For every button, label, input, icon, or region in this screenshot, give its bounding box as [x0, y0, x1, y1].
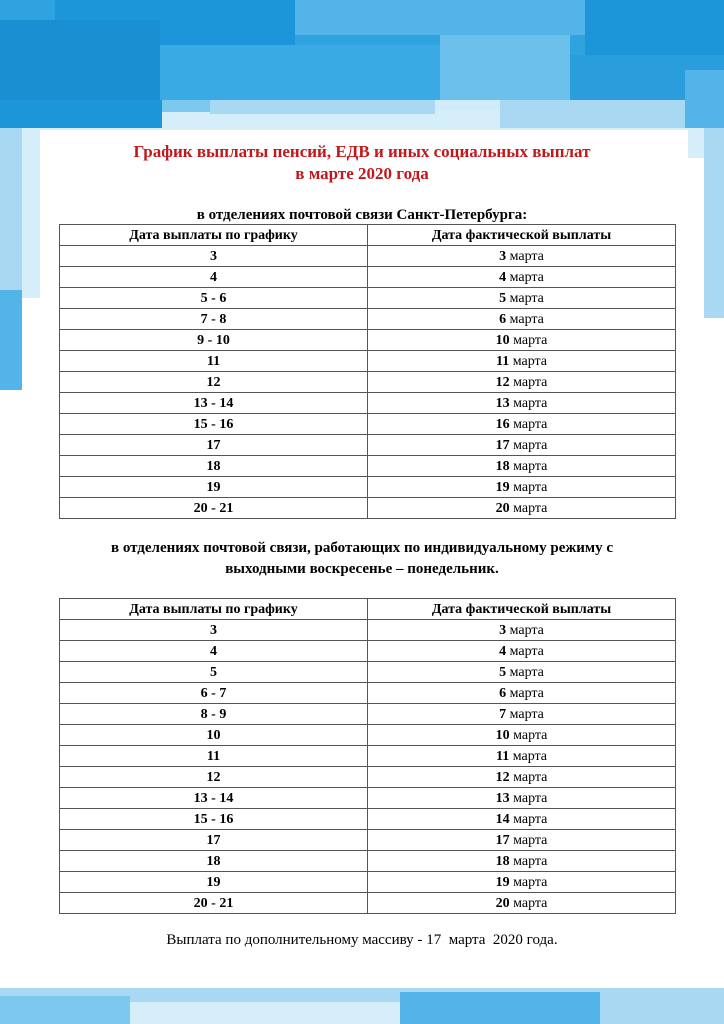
actual-month: марта	[513, 437, 548, 453]
table-row	[60, 746, 676, 767]
table-row	[60, 393, 676, 414]
actual-date-cell	[368, 351, 676, 372]
scheduled-date-cell: 17	[60, 435, 368, 456]
table-row	[60, 620, 676, 641]
table-row	[60, 851, 676, 872]
table-row	[60, 456, 676, 477]
actual-date-cell	[368, 620, 676, 641]
actual-date-cell	[368, 788, 676, 809]
scheduled-date-cell: 3	[60, 246, 368, 267]
actual-month: марта	[509, 290, 544, 306]
actual-month: марта	[513, 479, 548, 495]
title-line-2: в марте 2020 года	[295, 164, 429, 183]
scheduled-date-cell: 13 - 14	[60, 393, 368, 414]
actual-day: 20	[495, 895, 510, 911]
actual-day: 19	[495, 874, 510, 890]
section2-caption-line-1: в отделениях почтовой связи, работающих по индивидуальному режиму с	[110, 540, 614, 556]
actual-day: 4	[499, 643, 507, 659]
scheduled-date-cell: 6 - 7	[60, 683, 368, 704]
actual-month: марта	[509, 311, 544, 327]
actual-day: 12	[495, 769, 510, 785]
table-row	[60, 872, 676, 893]
scheduled-date-cell: 17	[60, 830, 368, 851]
scheduled-date-cell: 15 - 16	[60, 809, 368, 830]
table-row	[60, 641, 676, 662]
actual-day: 12	[495, 374, 510, 390]
actual-day: 10	[495, 332, 510, 348]
actual-day: 19	[495, 479, 510, 495]
scheduled-date-cell: 19	[60, 872, 368, 893]
actual-day: 11	[495, 748, 510, 764]
table-row	[60, 498, 676, 519]
actual-day: 20	[495, 500, 510, 516]
actual-month: марта	[513, 853, 548, 869]
actual-date-cell	[368, 393, 676, 414]
actual-date-cell	[368, 767, 676, 788]
scheduled-date-cell: 19	[60, 477, 368, 498]
actual-date-cell	[368, 372, 676, 393]
scheduled-date-cell: 18	[60, 851, 368, 872]
actual-month: марта	[513, 811, 548, 827]
column-header-actual: Дата фактической выплаты	[368, 599, 676, 620]
actual-date-cell	[368, 498, 676, 519]
table-header-row	[60, 599, 676, 620]
actual-date-cell	[368, 309, 676, 330]
actual-day: 16	[495, 416, 510, 432]
actual-date-cell	[368, 809, 676, 830]
page-title	[0, 141, 724, 185]
actual-month: марта	[513, 895, 548, 911]
actual-day: 18	[495, 458, 510, 474]
actual-month: марта	[513, 832, 548, 848]
actual-day: 14	[495, 811, 510, 827]
actual-month: марта	[513, 769, 548, 785]
schedule-table-individual-body	[60, 620, 676, 914]
actual-date-cell	[368, 872, 676, 893]
actual-date-cell	[368, 477, 676, 498]
actual-day: 6	[499, 311, 507, 327]
column-header-actual: Дата фактической выплаты	[368, 225, 676, 246]
actual-date-cell	[368, 435, 676, 456]
schedule-table-spb	[59, 224, 676, 519]
scheduled-date-cell: 12	[60, 767, 368, 788]
actual-month: марта	[513, 395, 548, 411]
actual-date-cell	[368, 746, 676, 767]
section1-caption: в отделениях почтовой связи Санкт-Петербурга:	[196, 207, 528, 223]
actual-day: 18	[495, 853, 510, 869]
scheduled-date-cell: 11	[60, 351, 368, 372]
actual-month: марта	[513, 458, 548, 474]
actual-date-cell	[368, 683, 676, 704]
table-row	[60, 809, 676, 830]
scheduled-date-cell: 4	[60, 267, 368, 288]
actual-day: 13	[495, 395, 510, 411]
schedule-table-individual	[59, 598, 676, 914]
actual-day: 11	[495, 353, 510, 369]
actual-date-cell	[368, 267, 676, 288]
table-row	[60, 372, 676, 393]
table-header-row	[60, 225, 676, 246]
actual-day: 17	[495, 437, 510, 453]
footer-day: 17	[426, 932, 442, 948]
actual-date-cell	[368, 456, 676, 477]
scheduled-date-cell: 5 - 6	[60, 288, 368, 309]
actual-date-cell	[368, 851, 676, 872]
scheduled-date-cell: 13 - 14	[60, 788, 368, 809]
actual-date-cell	[368, 830, 676, 851]
actual-date-cell	[368, 330, 676, 351]
actual-month: марта	[513, 332, 548, 348]
table-row	[60, 351, 676, 372]
actual-date-cell	[368, 414, 676, 435]
section2-caption	[0, 538, 724, 580]
table-row	[60, 788, 676, 809]
table-row	[60, 725, 676, 746]
footer-prefix: Выплата по дополнительному массиву -	[166, 932, 427, 948]
scheduled-date-cell: 8 - 9	[60, 704, 368, 725]
actual-day: 6	[499, 685, 507, 701]
scheduled-date-cell: 4	[60, 641, 368, 662]
footer-rest: марта 2020 года.	[441, 932, 558, 948]
table-row	[60, 704, 676, 725]
actual-day: 10	[495, 727, 510, 743]
table-row	[60, 662, 676, 683]
actual-day: 5	[499, 290, 507, 306]
scheduled-date-cell: 7 - 8	[60, 309, 368, 330]
scheduled-date-cell: 18	[60, 456, 368, 477]
actual-day: 17	[495, 832, 510, 848]
actual-month: марта	[513, 500, 548, 516]
section2-caption-line-2: выходными воскресенье – понедельник.	[225, 561, 499, 577]
actual-month: марта	[513, 874, 548, 890]
actual-date-cell	[368, 246, 676, 267]
actual-day: 7	[499, 706, 507, 722]
actual-month: марта	[509, 643, 544, 659]
scheduled-date-cell: 20 - 21	[60, 498, 368, 519]
schedule-table-spb-body	[60, 246, 676, 519]
actual-day: 3	[499, 622, 507, 638]
scheduled-date-cell: 9 - 10	[60, 330, 368, 351]
actual-month: марта	[513, 416, 548, 432]
actual-month: марта	[512, 748, 548, 764]
actual-date-cell	[368, 641, 676, 662]
actual-date-cell	[368, 704, 676, 725]
title-line-1: График выплаты пенсий, ЕДВ и иных социальных выплат	[133, 142, 591, 161]
actual-month: марта	[513, 374, 548, 390]
actual-month: марта	[513, 790, 548, 806]
actual-month: марта	[509, 622, 544, 638]
table-row	[60, 830, 676, 851]
table-row	[60, 414, 676, 435]
table-row	[60, 267, 676, 288]
actual-month: марта	[509, 664, 544, 680]
table-row	[60, 767, 676, 788]
table-row	[60, 309, 676, 330]
scheduled-date-cell: 5	[60, 662, 368, 683]
actual-date-cell	[368, 893, 676, 914]
actual-day: 3	[499, 248, 507, 264]
table-row	[60, 683, 676, 704]
column-header-scheduled: Дата выплаты по графику	[60, 599, 368, 620]
actual-day: 5	[499, 664, 507, 680]
actual-month: марта	[509, 269, 544, 285]
scheduled-date-cell: 3	[60, 620, 368, 641]
actual-month: марта	[509, 248, 544, 264]
scheduled-date-cell: 12	[60, 372, 368, 393]
scheduled-date-cell: 15 - 16	[60, 414, 368, 435]
scheduled-date-cell: 10	[60, 725, 368, 746]
actual-day: 13	[495, 790, 510, 806]
table-row	[60, 477, 676, 498]
actual-month: марта	[509, 685, 544, 701]
table-row	[60, 330, 676, 351]
actual-date-cell	[368, 288, 676, 309]
table-row	[60, 893, 676, 914]
actual-date-cell	[368, 662, 676, 683]
actual-month: марта	[513, 727, 548, 743]
scheduled-date-cell: 20 - 21	[60, 893, 368, 914]
table-row	[60, 288, 676, 309]
actual-month: марта	[512, 353, 548, 369]
scheduled-date-cell: 11	[60, 746, 368, 767]
actual-month: марта	[509, 706, 544, 722]
additional-payment-note	[0, 932, 724, 949]
column-header-scheduled: Дата выплаты по графику	[60, 225, 368, 246]
actual-date-cell	[368, 725, 676, 746]
table-row	[60, 435, 676, 456]
actual-day: 4	[499, 269, 507, 285]
table-row	[60, 246, 676, 267]
